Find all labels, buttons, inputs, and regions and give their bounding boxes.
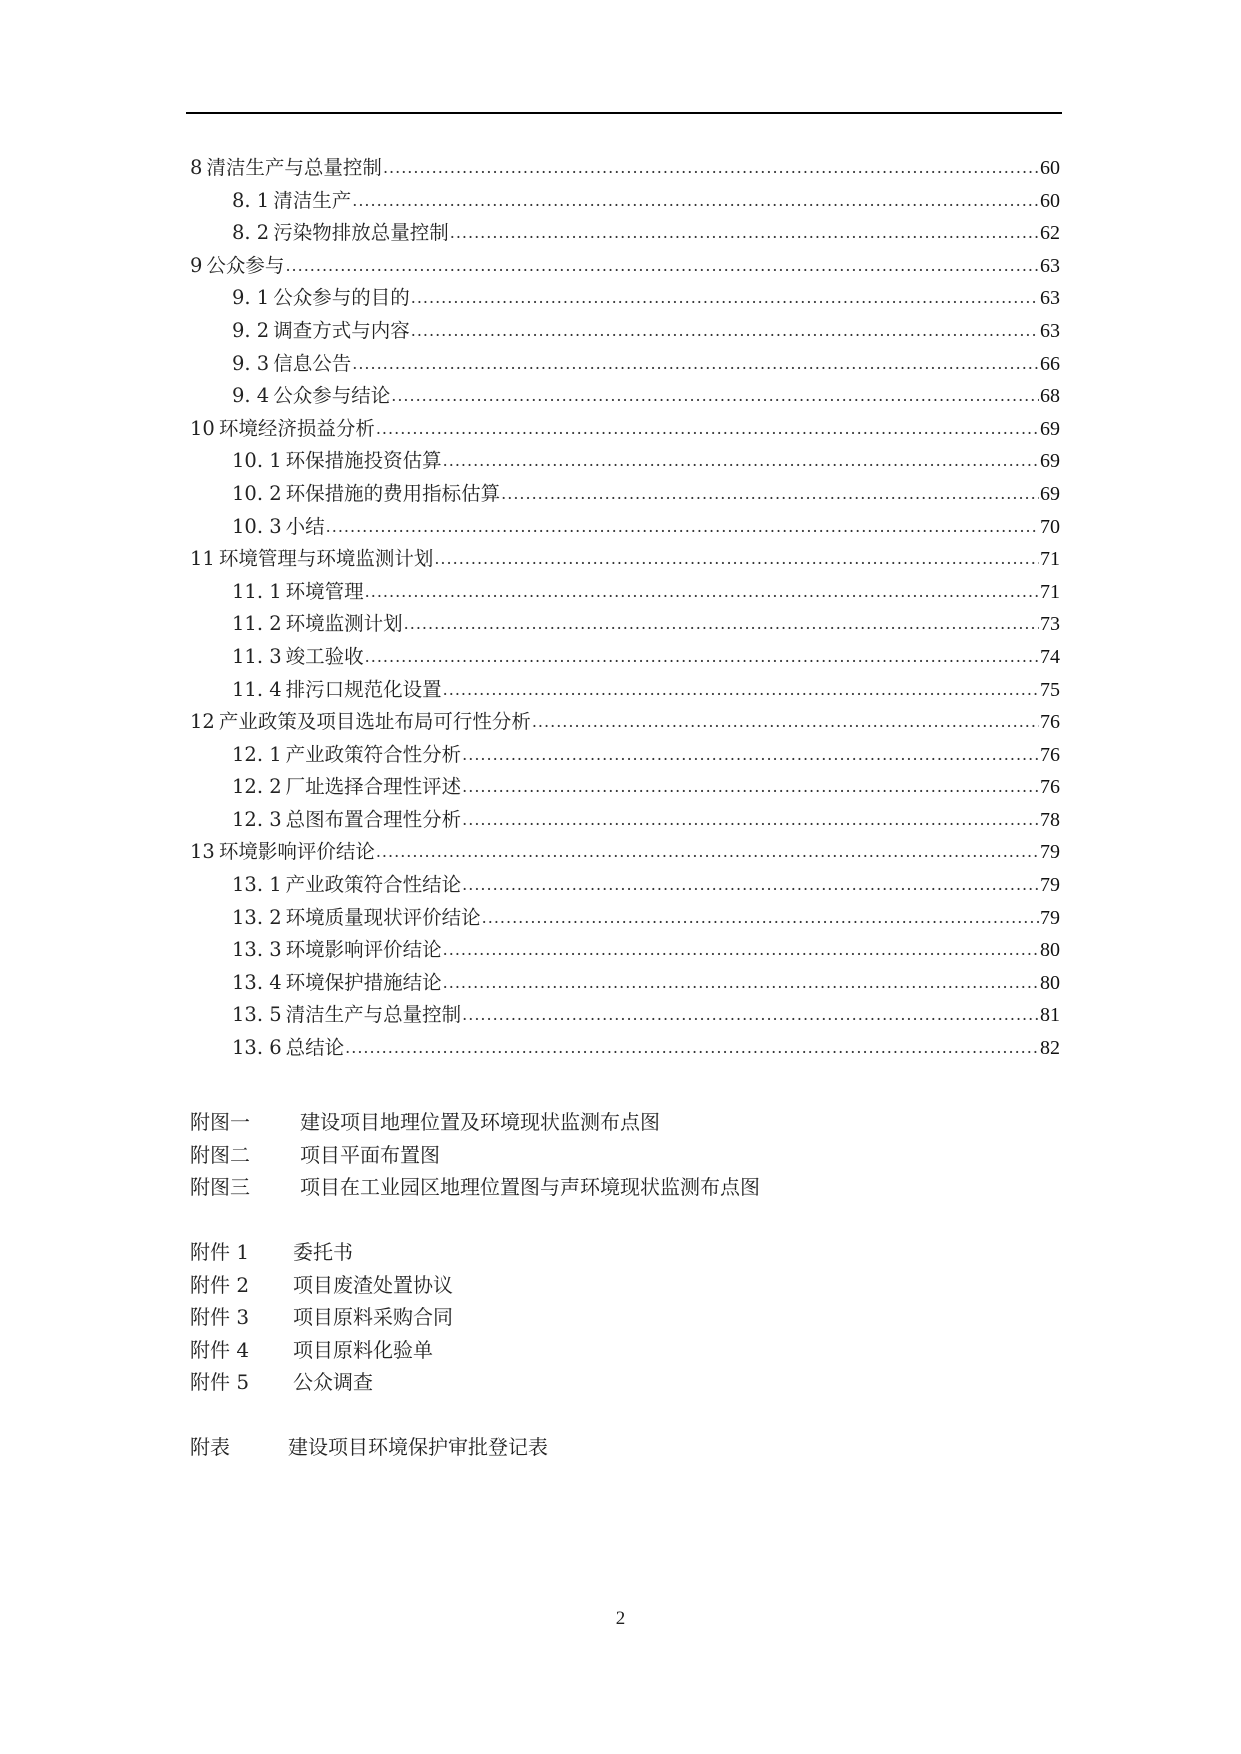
toc-dot-leader (443, 967, 1039, 1000)
attachment (190, 1236, 1050, 1269)
attachment-label: 附件 1 (190, 1240, 250, 1264)
toc-entry-page: 78 (1040, 808, 1060, 831)
toc-entry-title (232, 576, 364, 609)
toc-entry-number: 10. 3 (232, 514, 282, 538)
attachment-title: 项目原料化验单 (293, 1337, 433, 1362)
toc-dot-leader (482, 902, 1039, 935)
toc-entry-text: 环境监测计划 (285, 612, 403, 636)
toc-dot-leader (443, 445, 1039, 478)
toc-entry-title (232, 999, 461, 1032)
toc-entry[interactable] (190, 771, 1060, 804)
toc-dot-leader (391, 380, 1039, 413)
toc-entry-number: 10. 2 (232, 481, 282, 505)
attachments-list (190, 1236, 1050, 1399)
toc-dot-leader (450, 217, 1039, 250)
toc-entry-page: 63 (1040, 287, 1060, 310)
toc-entry-number: 8 (190, 156, 203, 179)
toc-entry-page: 71 (1040, 580, 1060, 603)
toc-entry[interactable] (190, 250, 1060, 283)
toc-entry-number: 13. 6 (232, 1036, 282, 1060)
toc-dot-leader (411, 282, 1039, 315)
toc-entry-number: 12. 2 (232, 775, 282, 799)
toc-entry-page: 63 (1040, 254, 1060, 277)
toc-entry-title (232, 771, 461, 804)
toc-dot-leader (462, 804, 1039, 837)
toc-entry-text: 环境经济损益分析 (218, 416, 375, 440)
toc-dot-leader (365, 576, 1039, 609)
toc-entry-title (190, 836, 375, 869)
toc-entry[interactable] (190, 804, 1060, 837)
toc-entry-title (232, 380, 390, 413)
toc-entry-text: 清洁生产 (273, 188, 352, 212)
appendix-figure-label: 附图二 (190, 1142, 250, 1167)
toc-entry-number: 8. 2 (232, 221, 270, 245)
toc-entry-number: 10. 1 (232, 449, 282, 473)
toc-dot-leader (411, 315, 1039, 348)
toc-entry-text: 小结 (285, 514, 325, 538)
toc-entry-text: 环境管理 (285, 579, 364, 603)
toc-entry-number: 13. 1 (232, 873, 282, 897)
toc-entry-title (232, 608, 403, 641)
toc-dot-leader (345, 1032, 1039, 1065)
toc-entry-page: 82 (1040, 1037, 1060, 1060)
toc-entry-number: 11. 2 (232, 612, 282, 636)
appendix-table-title: 建设项目环境保护审批登记表 (288, 1435, 548, 1459)
toc-entry-title (232, 282, 410, 315)
toc-dot-leader (352, 185, 1039, 218)
toc-entry-title (232, 804, 461, 837)
toc-entry-text: 污染物排放总量控制 (273, 221, 449, 245)
toc-dot-leader (352, 348, 1039, 381)
toc-entry-text: 信息公告 (273, 351, 352, 375)
toc-entry[interactable] (190, 1032, 1060, 1065)
toc-entry-title (232, 641, 364, 674)
toc-entry[interactable] (190, 543, 1060, 576)
toc-entry-number: 11 (190, 547, 215, 571)
toc-entry-page: 71 (1040, 548, 1060, 571)
toc-entry-title (232, 1032, 344, 1065)
toc-dot-leader (285, 250, 1039, 283)
toc-entry[interactable] (190, 445, 1060, 478)
toc-entry-page: 60 (1040, 157, 1060, 179)
toc-entry-page: 73 (1040, 613, 1060, 636)
toc-dot-leader (443, 934, 1039, 967)
toc-entry-page: 81 (1040, 1004, 1060, 1027)
toc-entry-page: 76 (1040, 776, 1060, 799)
attachment-title: 公众调查 (293, 1370, 373, 1394)
toc-dot-leader (383, 152, 1039, 185)
attachment-label: 附件 2 (190, 1272, 250, 1297)
toc-entry-text: 产业政策符合性结论 (285, 873, 462, 897)
attachment (190, 1269, 1050, 1302)
toc-entry-title (190, 706, 531, 739)
toc-entry-page: 80 (1040, 939, 1060, 962)
table-of-contents (190, 152, 1060, 1065)
toc-entry-number: 9. 4 (232, 384, 270, 408)
toc-entry-page: 79 (1040, 906, 1060, 929)
toc-entry[interactable] (190, 413, 1060, 446)
attachment-label: 附件 5 (190, 1370, 250, 1394)
toc-dot-leader (462, 869, 1039, 902)
appendix-figure-title: 项目平面布置图 (300, 1142, 440, 1167)
attachment-label: 附件 3 (190, 1305, 250, 1329)
toc-entry-number: 10 (190, 416, 215, 440)
toc-dot-leader (376, 413, 1039, 446)
toc-entry-page: 79 (1040, 874, 1060, 897)
toc-entry-text: 环境保护措施结论 (285, 970, 442, 994)
toc-entry[interactable] (190, 152, 1060, 185)
toc-entry-text: 清洁生产与总量控制 (206, 156, 382, 179)
toc-entry[interactable] (190, 999, 1060, 1032)
toc-entry[interactable] (190, 511, 1060, 544)
toc-entry-number: 13. 4 (232, 970, 282, 994)
toc-entry-number: 9. 2 (232, 318, 270, 342)
toc-entry-title (232, 348, 351, 381)
toc-entry-text: 公众参与的目的 (273, 286, 410, 310)
toc-entry[interactable] (190, 348, 1060, 381)
toc-entry-text: 调查方式与内容 (273, 318, 410, 342)
toc-entry-text: 公众参与 (206, 253, 285, 277)
toc-entry-title (232, 445, 442, 478)
toc-entry-page: 76 (1040, 743, 1060, 766)
toc-dot-leader (462, 999, 1039, 1032)
toc-entry-number: 12. 3 (232, 807, 282, 831)
toc-entry-title (190, 543, 433, 576)
toc-entry-page: 75 (1040, 678, 1060, 701)
toc-entry[interactable] (190, 282, 1060, 315)
toc-dot-leader (462, 739, 1039, 772)
toc-entry-title (232, 315, 410, 348)
toc-entry-number: 13. 5 (232, 1003, 282, 1027)
toc-entry-text: 环境管理与环境监测计划 (218, 547, 434, 571)
toc-entry-page: 69 (1040, 450, 1060, 473)
toc-entry-text: 环境影响评价结论 (285, 938, 442, 962)
toc-entry-text: 总图布置合理性分析 (285, 807, 462, 831)
attachment-title: 委托书 (293, 1240, 353, 1264)
toc-entry-page: 76 (1040, 711, 1060, 734)
toc-entry-title (232, 217, 449, 250)
toc-entry-text: 厂址选择合理性评述 (285, 775, 462, 799)
toc-entry[interactable] (190, 967, 1060, 1000)
appendix-figure-label: 附图一 (190, 1110, 250, 1134)
toc-entry-page: 68 (1040, 385, 1060, 408)
toc-entry-page: 66 (1040, 352, 1060, 375)
toc-dot-leader (365, 641, 1039, 674)
toc-entry-number: 13 (190, 840, 215, 864)
toc-dot-leader (443, 674, 1039, 707)
toc-entry[interactable] (190, 576, 1060, 609)
toc-dot-leader (532, 706, 1039, 739)
appendix-figures-list (190, 1106, 1050, 1204)
toc-entry-page: 62 (1040, 222, 1060, 245)
toc-entry-title (232, 511, 325, 544)
toc-entry-page: 69 (1040, 482, 1060, 505)
appendix-table-label: 附表 (190, 1435, 230, 1459)
header-rule (186, 112, 1062, 114)
toc-entry-number: 8. 1 (232, 188, 270, 212)
attachment (190, 1334, 1050, 1367)
toc-entry-text: 环保措施的费用指标估算 (285, 481, 501, 505)
toc-entry-text: 产业政策及项目选址布局可行性分析 (218, 710, 531, 734)
page-number: 2 (615, 1608, 626, 1629)
appendix-figure (190, 1106, 1050, 1139)
toc-entry-text: 产业政策符合性分析 (285, 742, 462, 766)
toc-entry-text: 公众参与结论 (273, 384, 391, 408)
toc-dot-leader (501, 478, 1039, 511)
toc-entry[interactable] (190, 739, 1060, 772)
toc-entry[interactable] (190, 934, 1060, 967)
attachment-label: 附件 4 (190, 1337, 250, 1362)
appendix-figure-label: 附图三 (190, 1175, 250, 1199)
toc-entry-number: 12. 1 (232, 742, 282, 766)
appendix-figure-title: 项目在工业园区地理位置图与声环境现状监测布点图 (300, 1175, 760, 1199)
toc-entry-page: 70 (1040, 515, 1060, 538)
toc-entry[interactable] (190, 869, 1060, 902)
toc-dot-leader (434, 543, 1039, 576)
toc-entry[interactable] (190, 380, 1060, 413)
toc-entry-text: 排污口规范化设置 (285, 677, 442, 701)
toc-entry[interactable] (190, 185, 1060, 218)
toc-entry-page: 60 (1040, 189, 1060, 212)
toc-entry-title (190, 152, 382, 185)
toc-entry-title (232, 902, 481, 935)
toc-entry[interactable] (190, 315, 1060, 348)
toc-entry-title (232, 478, 500, 511)
toc-dot-leader (462, 771, 1039, 804)
toc-entry[interactable] (190, 217, 1060, 250)
toc-entry-number: 13. 3 (232, 938, 282, 962)
appendix-table (190, 1431, 1050, 1464)
attachment-title: 项目废渣处置协议 (293, 1272, 453, 1297)
toc-entry[interactable] (190, 836, 1060, 869)
toc-entry-number: 9. 1 (232, 286, 270, 310)
appendix-figure (190, 1171, 1050, 1204)
toc-entry-title (190, 250, 284, 283)
toc-entry-page: 69 (1040, 417, 1060, 440)
appendix-tables-list (190, 1431, 1050, 1464)
toc-entry-title (232, 967, 442, 1000)
toc-entry-title (232, 869, 461, 902)
toc-entry[interactable] (190, 674, 1060, 707)
toc-entry-text: 清洁生产与总量控制 (285, 1003, 462, 1027)
toc-entry[interactable] (190, 641, 1060, 674)
toc-entry-page: 63 (1040, 319, 1060, 342)
toc-entry[interactable] (190, 478, 1060, 511)
toc-entry-page: 80 (1040, 971, 1060, 994)
toc-entry-number: 13. 2 (232, 905, 282, 929)
toc-entry[interactable] (190, 902, 1060, 935)
toc-entry-number: 9 (190, 253, 203, 277)
toc-entry-title (232, 739, 461, 772)
toc-entry-text: 环境质量现状评价结论 (285, 905, 481, 929)
attachment (190, 1301, 1050, 1334)
toc-dot-leader (404, 608, 1039, 641)
toc-entry-title (232, 674, 442, 707)
toc-entry-number: 11. 3 (232, 644, 282, 668)
toc-entry-text: 环境影响评价结论 (218, 840, 375, 864)
appendix-figure (190, 1139, 1050, 1172)
toc-dot-leader (376, 836, 1039, 869)
toc-entry-number: 12 (190, 710, 215, 734)
toc-entry-page: 79 (1040, 841, 1060, 864)
attachment (190, 1366, 1050, 1399)
toc-entry-text: 竣工验收 (285, 644, 364, 668)
toc-entry-number: 11. 4 (232, 677, 282, 701)
toc-dot-leader (326, 511, 1039, 544)
toc-entry-text: 总结论 (285, 1036, 345, 1060)
toc-entry-text: 环保措施投资估算 (285, 449, 442, 473)
toc-entry-title (232, 185, 351, 218)
attachment-title: 项目原料采购合同 (293, 1305, 453, 1329)
toc-entry[interactable] (190, 706, 1060, 739)
toc-entry[interactable] (190, 608, 1060, 641)
appendix-figure-title: 建设项目地理位置及环境现状监测布点图 (300, 1110, 660, 1134)
toc-entry-number: 11. 1 (232, 579, 282, 603)
toc-entry-title (232, 934, 442, 967)
toc-entry-title (190, 413, 375, 446)
toc-entry-page: 74 (1040, 645, 1060, 668)
toc-entry-number: 9. 3 (232, 351, 270, 375)
